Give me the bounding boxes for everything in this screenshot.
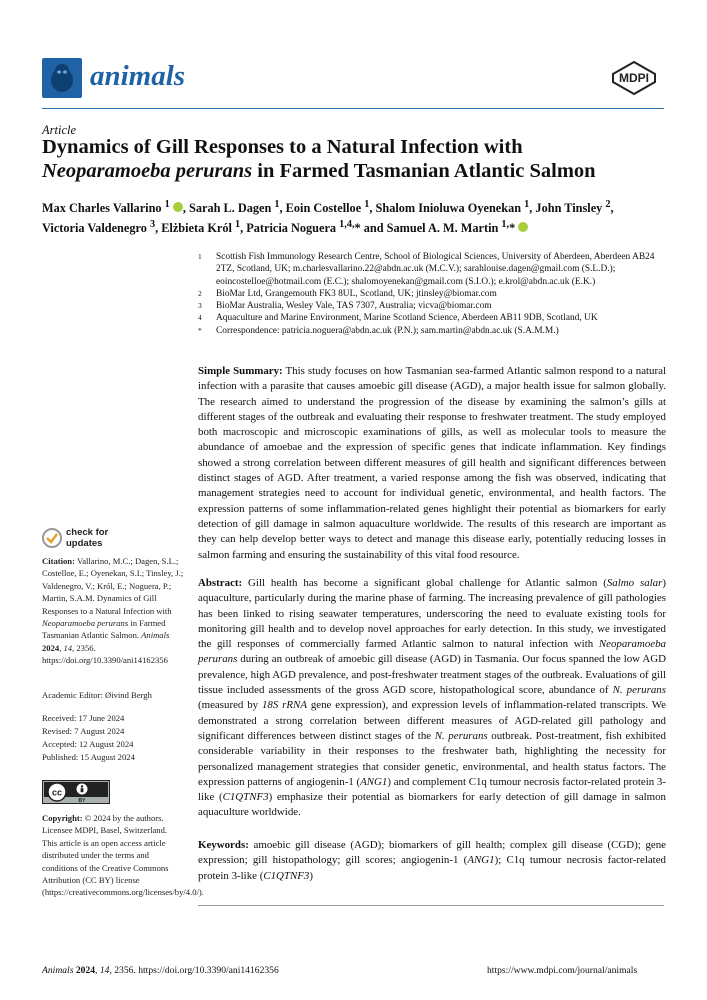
journal-logo-icon bbox=[42, 58, 82, 98]
footer-journal-url[interactable]: https://www.mdpi.com/journal/animals bbox=[487, 965, 638, 976]
academic-editor: Academic Editor: Øivind Bergh bbox=[42, 690, 152, 700]
article-title bbox=[42, 135, 672, 183]
orcid-icon[interactable] bbox=[518, 222, 528, 232]
affiliation-item: 2 BioMar Ltd, Grangemouth FK3 8UL, Scotland, UK; jtinsley@biomar.com bbox=[198, 288, 497, 299]
affiliation-item: * Correspondence: patricia.noguera@abdn.ac.uk (P.N.); sam.martin@abdn.ac.uk (S.A.M.M.) bbox=[198, 325, 559, 336]
title-line-1: Dynamics of Gill Responses to a Natural Infection with bbox=[42, 136, 523, 158]
svg-text:BY: BY bbox=[78, 798, 86, 804]
affiliations bbox=[198, 251, 668, 337]
check-for-updates-icon[interactable] bbox=[42, 528, 62, 548]
header-rule bbox=[42, 108, 664, 109]
affiliation-item: 4 Aquaculture and Marine Environment, Marine Scotland Science, Aberdeen AB11 9DB, Scotland, UK bbox=[198, 313, 598, 324]
footer-citation: Animals 2024, 14, 2356. https://doi.org/10.3390/ani14162356 bbox=[42, 965, 279, 976]
mdpi-logo bbox=[611, 60, 657, 96]
title-species: Neoparamoeba perurans bbox=[42, 160, 253, 182]
simple-summary: Simple Summary: This study focuses on how Tasmanian sea-farmed Atlantic salmon respond to a natural infection with a parasite that causes amoebic gill disease (AGD), a major health issue for salmon globally. The research aimed to understand the progression of the disease by examining the salmon’s gills at different stages of the outbreak and evaluating their response to freshwater treatment. The study employed both macroscopic and microscopic examinations of gills, as well as molecular tools to measure the abundance of amoebae and the expression of specific genes that indicate inflammation. Key findings showed a strong correlation between different measures of gill health and significant differences between distinct stages of AGD. After treatment, a varied response among the fish was observed, indicating that management strategies need to account for individual genetic, environmental, and health factors. The expression patterns of some inflammation-related genes highlight their potential as biomarkers for early detection of gill damage in salmon aquaculture worldwide. The results of this research are important as they can help develop better ways to detect and manage this disease early, potentially reducing losses in salmon farming and ensuring the sustainability of this vital food resource. bbox=[198, 365, 666, 561]
keywords: Keywords: amoebic gill disease (AGD); biomarkers of gill health; complex gill disease (CGD); gene expression; gill histopathology; gill scores; angiogenin-1 (ANG1); C1q tumour necrosis factor-related protein 3-like (C1QTNF3) bbox=[198, 839, 666, 882]
published-date: Published: 15 August 2024 bbox=[42, 752, 135, 762]
orcid-icon[interactable] bbox=[173, 202, 183, 212]
author-line-2: Victoria Valdenegro $^3$, Elżbieta Król $^1$, Patricia Noguera $^{1,4,}$* and Samuel A. M. Martin $^{1,}$* bbox=[42, 217, 682, 237]
title-line-2 bbox=[42, 159, 672, 183]
affiliation-item: 1 Scottish Fish Immunology Research Centre, School of Biological Sciences, University of Aberdeen, Aberdeen AB24 2TZ, Scotland, UK; m.charlesvallarino.22@abdn.ac.uk (M.C.V.); sarahlouise.dagen@gmail.com (S.L.D.); eoincostelloe@hotmail.com (E.C.); shalomoyenekan@gmail.com (S.I.O.); e.krol@abdn.ac.uk (E.K.) bbox=[198, 252, 655, 287]
author-line-1: Max Charles Vallarino $^1$ , Sarah L. Dagen $^1$, Eoin Costelloe $^1$, Shalom Inioluwa Oyenekan $^1$, John Tinsley $^2$, bbox=[42, 199, 614, 216]
abstract: Abstract: Gill health has become a significant global challenge for Atlantic salmon (Salmo salar) aquaculture, particularly during the marine phase of farming. The increasing prevalence of gill pathologies has been linked to rising seawater temperatures, underscoring the need to evaluate existing tools for monitoring gill health and to develop novel approaches for early detection. In this study, we investigated the gill responses of commercially farmed Atlantic salmon to natural infection with Neoparamoeba perurans during an outbreak of amoebic gill disease (AGD) in Tasmania. Our focus spanned the low AGD prevalence, high AGD prevalence, and post-freshwater treatment stages of the outbreak. Evaluations of gill tissue included assessments of the gross AGD score, histopathological score, abundance of N. perurans (measured by 18S rRNA gene expression), and expression levels of inflammation-related transcripts. We demonstrated a strong correlation between different measures of AGD-related gill pathology and significant differences between distinct stages of the N. perurans outbreak. Post-treatment, fish exhibited considerable variability in their responses to the freshwater bath, highlighting the necessity for personalized management strategies that consider genetic, environmental, and health status factors. The expression patterns of angiogenin-1 (ANG1) and complement C1q tumour necrosis factor-related protein 3-like (C1QTNF3) emphasize their potential as biomarkers for early detection of gill damage in salmon aquaculture worldwide. bbox=[198, 577, 666, 819]
citation-block: Citation: Vallarino, M.C.; Dagen, S.L.; Costelloe, E.; Oyenekan, S.I.; Tinsley, J.; Valdenegro, V.; Król, E.; Noguera, P.; Martin, S.A.M. Dynamics of Gill Responses to a Natural Infection with Neoparamoeba perurans in Farmed Tasmanian Atlantic Salmon. Animals 2024, 14, 2356. https://doi.org/10.3390/ani14162356 bbox=[42, 556, 184, 666]
journal-name: animals bbox=[90, 60, 186, 92]
article-type: Article bbox=[42, 123, 77, 137]
affiliation-item: 3 BioMar Australia, Wesley Vale, TAS 7307, Australia; vicva@biomar.com bbox=[198, 301, 492, 312]
mdpi-logo-text: MDPI bbox=[619, 71, 649, 85]
revised-date: Revised: 7 August 2024 bbox=[42, 726, 125, 736]
accepted-date: Accepted: 12 August 2024 bbox=[42, 739, 134, 749]
cc-by-license-badge[interactable] bbox=[42, 780, 110, 804]
check-for-updates-button[interactable]: check for updates bbox=[66, 527, 109, 549]
copyright-notice: Copyright: © 2024 by the authors. Licensee MDPI, Basel, Switzerland. This article is an open access article distributed under the terms and conditions of the Creative Commons Attribution (CC BY) license (https://creativecommons.org/licenses/by/4.0/). bbox=[42, 813, 204, 898]
cc-icon-text: cc bbox=[51, 787, 63, 798]
content-rule bbox=[198, 905, 664, 906]
title-rest: in Farmed Tasmanian Atlantic Salmon bbox=[252, 160, 596, 182]
author-list bbox=[42, 197, 682, 236]
received-date: Received: 17 June 2024 bbox=[42, 713, 125, 723]
